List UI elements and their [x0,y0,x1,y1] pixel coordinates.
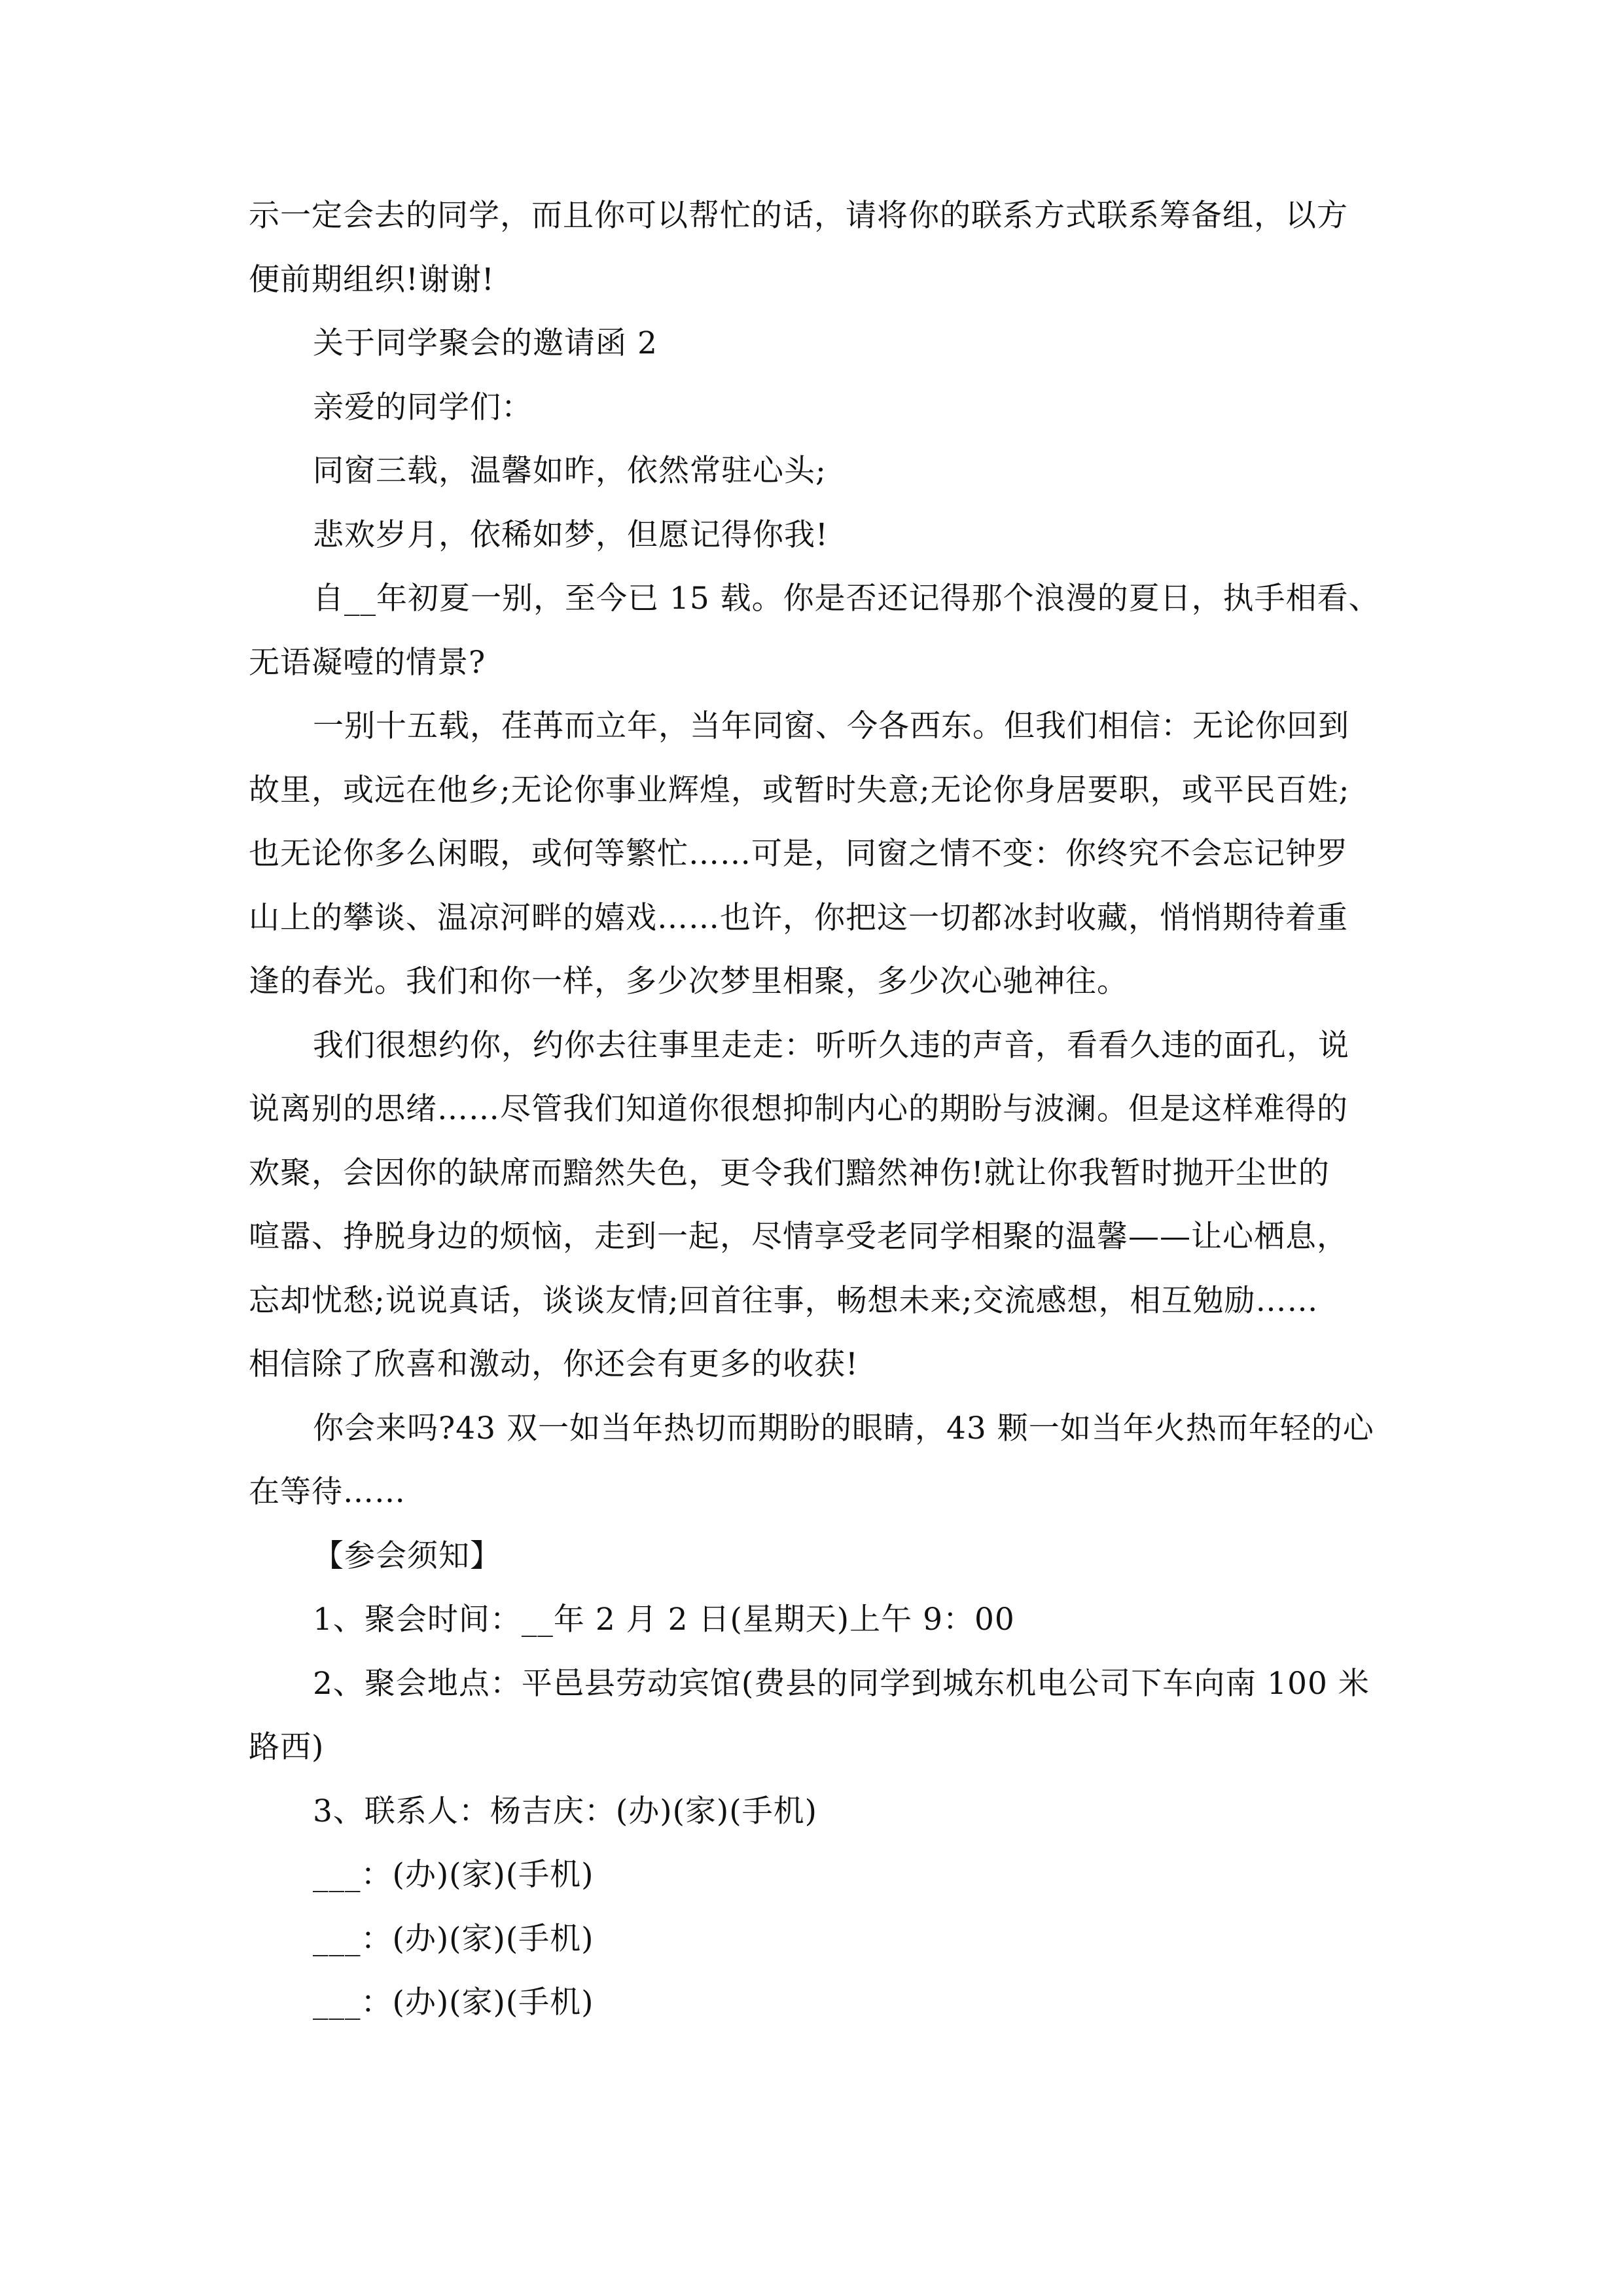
salutation: 亲爱的同学们： [313,389,533,425]
paragraph-line: 喧嚣、挣脱身边的烦恼，走到一起，尽情享受老同学相聚的温馨——让心栖息， [249,1219,1348,1255]
notice-item: 3、联系人：杨吉庆：(办)(家)(手机) [313,1793,817,1829]
contact-line: ___：(办)(家)(手机) [313,1984,594,2020]
paragraph-line: 说离别的思绪……尽管我们知道你很想抑制内心的期盼与波澜。但是这样难得的 [249,1091,1348,1127]
paragraph-line: 同窗三载，温馨如昨，依然常驻心头; [313,453,827,489]
paragraph-line: 示一定会去的同学，而且你可以帮忙的话，请将你的联系方式联系筹备组，以方 [249,198,1348,234]
paragraph-line: 故里，或远在他乡;无论你事业辉煌，或暂时失意;无论你身居要职，或平民百姓; [249,772,1350,808]
notice-heading: 【参会须知】 [313,1538,501,1574]
paragraph-line: 欢聚，会因你的缺席而黯然失色，更令我们黯然神伤!就让你我暂时抛开尘世的 [249,1155,1330,1191]
notice-item: 2、聚会地点：平邑县劳动宾馆(费县的同学到城东机电公司下车向南 100 米 [313,1666,1370,1702]
paragraph-line: 在等待…… [249,1474,406,1510]
paragraph-line: 逢的春光。我们和你一样，多少次梦里相聚，多少次心驰神往。 [249,963,1128,999]
paragraph-line: 无语凝噎的情景? [249,645,486,681]
paragraph-line: 我们很想约你，约你去往事里走走：听听久违的声音，看看久违的面孔，说 [313,1028,1349,1064]
paragraph-line: 也无论你多么闲暇，或何等繁忙……可是，同窗之情不变：你终究不会忘记钟罗 [249,836,1348,872]
contact-line: ___：(办)(家)(手机) [313,1857,594,1893]
paragraph-line: 你会来吗?43 双一如当年热切而期盼的眼睛，43 颗一如当年火热而年轻的心 [313,1410,1374,1446]
notice-item: 路西) [249,1729,325,1765]
paragraph-line: 忘却忧愁;说说真话，谈谈友情;回首往事，畅想未来;交流感想，相互勉励…… [249,1283,1319,1319]
section-title: 关于同学聚会的邀请函 2 [313,325,658,361]
paragraph-line: 便前期组织!谢谢! [249,262,495,298]
paragraph-line: 悲欢岁月，依稀如梦，但愿记得你我! [313,517,829,553]
paragraph-line: 山上的攀谈、温凉河畔的嬉戏……也许，你把这一切都冰封收藏，悄悄期待着重 [249,900,1348,936]
paragraph-line: 一别十五载，荏苒而立年，当年同窗、今各西东。但我们相信：无论你回到 [313,708,1349,744]
paragraph-line: 自__年初夏一别，至今已 15 载。你是否还记得那个浪漫的夏日，执手相看、 [313,581,1380,617]
paragraph-line: 相信除了欣喜和激动，你还会有更多的收获! [249,1346,859,1382]
notice-item: 1、聚会时间：__年 2 月 2 日(星期天)上午 9：00 [313,1602,1015,1638]
contact-line: ___：(办)(家)(手机) [313,1921,594,1957]
